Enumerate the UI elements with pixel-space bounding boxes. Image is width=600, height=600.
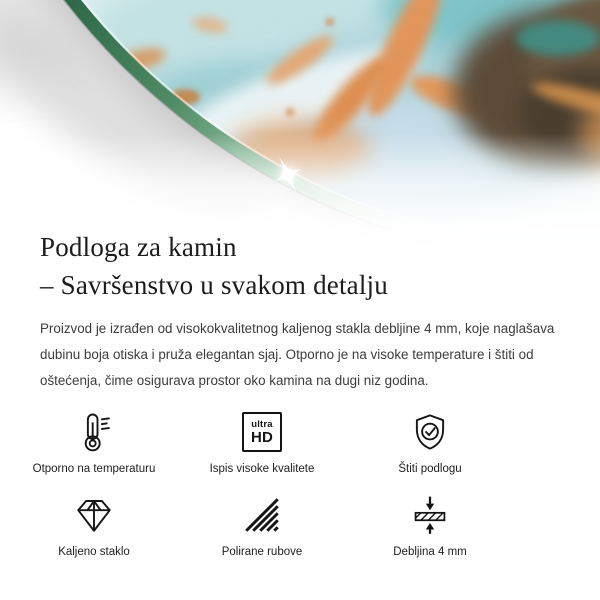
feature-thickness [346,493,514,558]
ultra-hd-icon-text-top: ultra [251,418,273,430]
page-title [40,228,600,304]
diamond-icon [73,493,115,537]
feature-temperature [10,410,178,475]
feature-polished-edges [178,493,346,558]
feature-label: Debljina 4 mm [393,546,467,558]
feature-label: Kaljeno staklo [58,546,130,558]
ultra-hd-icon-text-bottom: HD [250,428,274,446]
feature-label: Štiti podlogu [398,463,462,475]
feature-protects [346,410,514,475]
page-title-line2: – Savršenstvo u svakom detalju [40,270,388,300]
feature-tempered-glass [10,493,178,558]
feature-label: Polirane rubove [221,546,303,558]
feature-label: Ispis visoke kvalitete [209,463,315,475]
shield-check-icon [409,410,451,454]
product-description: Proizvod je izrađen od visokokvalitetnog kaljenog stakla debljine 4 mm, koje naglašava dubinu boja otiska i pruža elegantan sjaj. Otporno je na visoke temperature i štiti od oštećenja, čime osigurava prostor oko kamina na dugi niz godina. [40,321,555,388]
thermometer-icon [73,410,115,454]
feature-label: Otporno na temperaturu [32,463,156,475]
thickness-icon [409,493,451,537]
ultra-hd-icon [242,410,282,454]
feature-print-quality [178,410,346,475]
polished-edge-icon [241,493,283,537]
feature-grid [10,410,600,558]
page-title-line1: Podloga za kamin [40,232,237,262]
